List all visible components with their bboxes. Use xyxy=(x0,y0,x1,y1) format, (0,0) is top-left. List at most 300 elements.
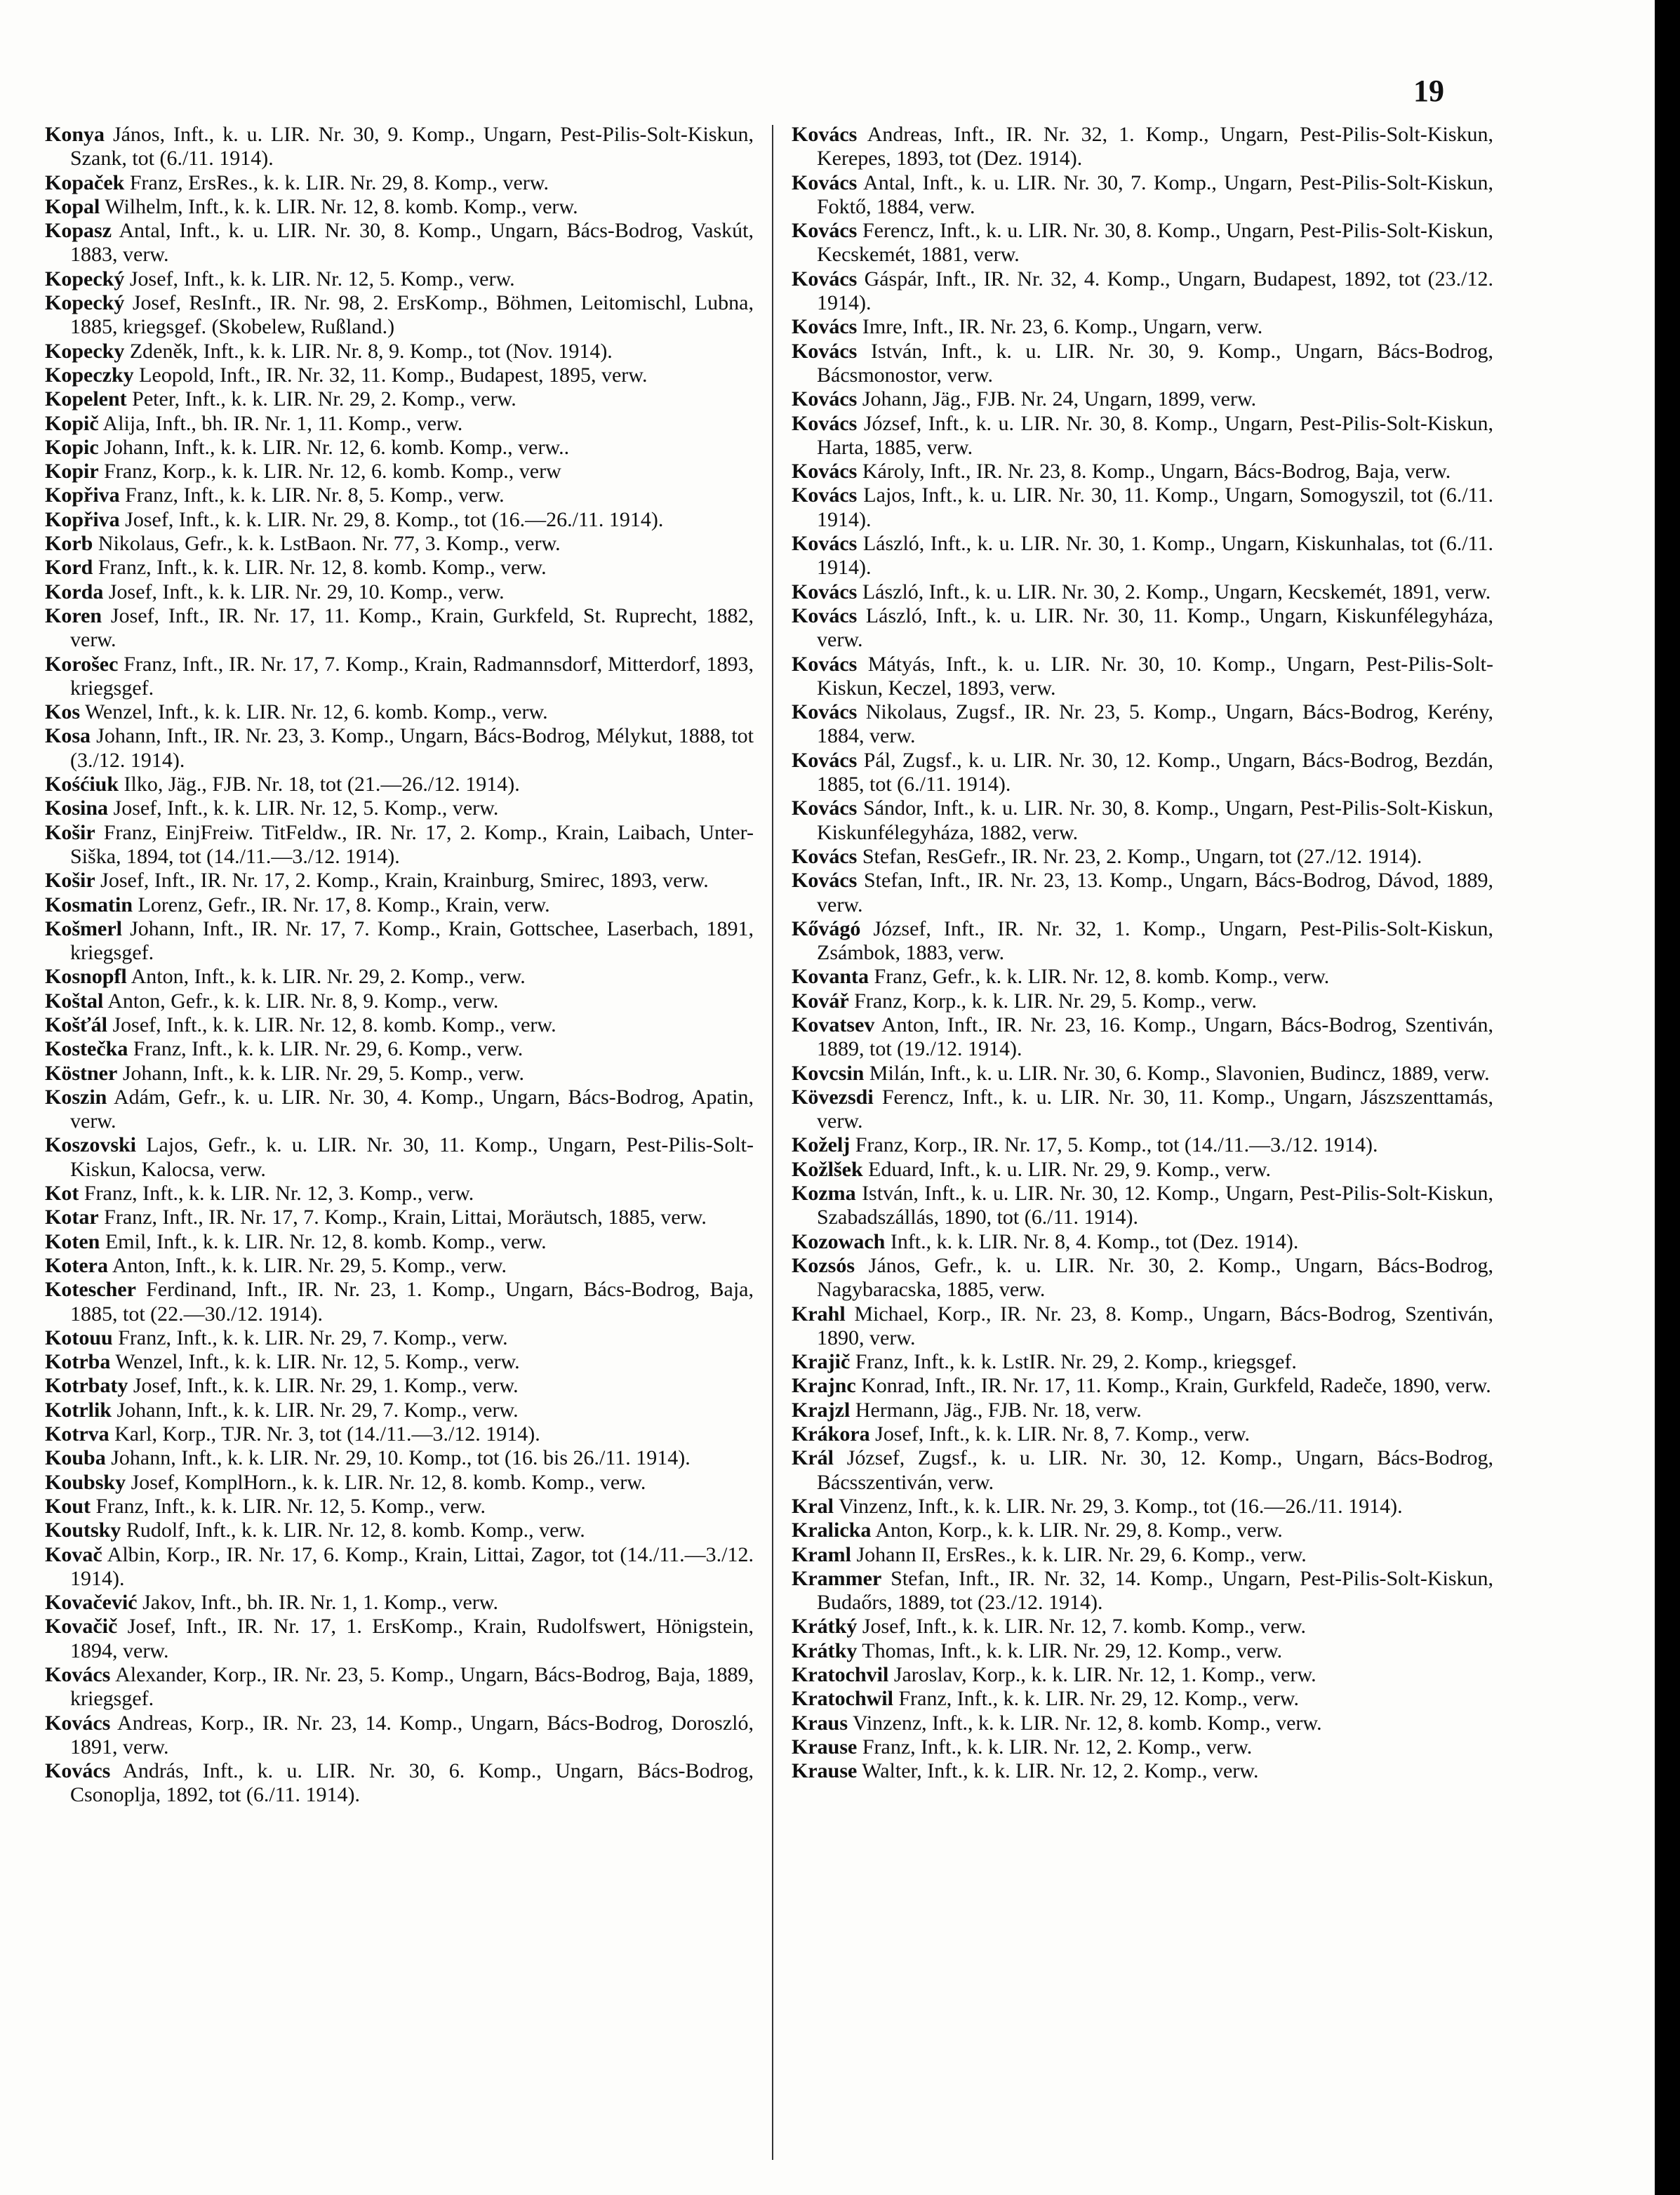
entry-details: Alexander, Korp., IR. Nr. 23, 5. Komp., Ungarn, Bács-Bodrog, Baja, 1889, kriegsgef. xyxy=(70,1663,754,1711)
entry-details: Josef, Inft., k. k. LIR. Nr. 12, 7. komb. Komp., verw. xyxy=(862,1615,1306,1639)
list-item xyxy=(45,1471,754,1495)
list-item xyxy=(792,1495,1493,1519)
entry-surname: Kozsós xyxy=(792,1253,855,1277)
list-item xyxy=(792,387,1493,411)
list-item xyxy=(45,869,754,893)
entry-details: Johann, Inft., k. k. LIR. Nr. 29, 7. Komp., verw. xyxy=(116,1398,519,1422)
entry-surname: Kratochvil xyxy=(792,1663,889,1686)
list-item xyxy=(45,965,754,989)
entry-details: Johann II, ErsRes., k. k. LIR. Nr. 29, 6. Komp., verw. xyxy=(856,1542,1307,1566)
entry-details: Nikolaus, Zugsf., IR. Nr. 23, 5. Komp., Ungarn, Bács-Bodrog, Kerény, 1884, verw. xyxy=(817,700,1493,748)
list-item xyxy=(792,965,1493,989)
entry-details: József, Inft., IR. Nr. 32, 1. Komp., Ungarn, Pest-Pilis-Solt-Kiskun, Zsámbok, 1883, verw. xyxy=(817,916,1493,965)
entry-surname: Kotouu xyxy=(45,1326,113,1349)
list-item xyxy=(792,1254,1493,1302)
entry-surname: Krahl xyxy=(792,1302,846,1326)
list-item xyxy=(792,869,1493,917)
entry-surname: Koštal xyxy=(45,989,104,1013)
list-item xyxy=(45,1013,754,1037)
entry-surname: Košťál xyxy=(45,1013,107,1036)
entry-details: János, Inft., k. u. LIR. Nr. 30, 9. Komp., Ungarn, Pest-Pilis-Solt-Kiskun, Szank, tot (6./11. 1914). xyxy=(70,123,754,171)
list-item xyxy=(792,1712,1493,1735)
list-item xyxy=(792,267,1493,316)
list-item xyxy=(792,123,1493,171)
entry-surname: Kosina xyxy=(45,796,109,820)
entry-surname: Kovács xyxy=(792,171,858,194)
entry-details: Mátyás, Inft., k. u. LIR. Nr. 30, 10. Komp., Ungarn, Pest-Pilis-Solt-Kiskun, Keczel, 1893, verw. xyxy=(817,652,1493,700)
list-item xyxy=(45,1615,754,1663)
entry-surname: Koszovski xyxy=(45,1133,137,1157)
entry-details: Josef, Inft., IR. Nr. 17, 11. Komp., Krain, Gurkfeld, St. Ruprecht, 1882, verw. xyxy=(70,603,754,652)
entry-surname: Kovcsin xyxy=(792,1061,865,1085)
list-item xyxy=(792,1158,1493,1182)
entry-surname: Krátky xyxy=(792,1639,858,1662)
list-item xyxy=(792,1062,1493,1086)
entry-surname: Kővágó xyxy=(792,916,861,940)
entry-surname: Kopasz xyxy=(45,219,112,243)
list-item xyxy=(45,340,754,363)
entry-surname: Krajnc xyxy=(792,1374,856,1398)
entry-details: Wenzel, Inft., k. k. LIR. Nr. 12, 5. Komp., verw. xyxy=(115,1350,520,1374)
list-item xyxy=(45,291,754,340)
entry-details: Thomas, Inft., k. k. LIR. Nr. 29, 12. Komp., verw. xyxy=(862,1639,1283,1662)
list-item xyxy=(45,363,754,387)
list-item xyxy=(45,1086,754,1134)
entry-details: Josef, KomplHorn., k. k. LIR. Nr. 12, 8. komb. Komp., verw. xyxy=(131,1470,646,1494)
entry-surname: Kopecky xyxy=(45,339,125,363)
entry-surname: Kovář xyxy=(792,989,849,1013)
entry-details: Wilhelm, Inft., k. k. LIR. Nr. 12, 8. komb. Komp., verw. xyxy=(105,194,578,218)
entry-surname: Kovács xyxy=(792,460,858,483)
entry-details: Lajos, Inft., k. u. LIR. Nr. 30, 11. Komp., Ungarn, Somogyszil, tot (6./11. 1914). xyxy=(817,483,1494,531)
entry-details: Antal, Inft., k. u. LIR. Nr. 30, 8. Komp., Ungarn, Bács-Bodrog, Vaskút, 1883, verw. xyxy=(70,219,754,267)
entry-surname: Kot xyxy=(45,1182,79,1206)
entry-details: László, Inft., k. u. LIR. Nr. 30, 1. Komp., Ungarn, Kiskunhalas, tot (6./11. 1914). xyxy=(817,532,1494,580)
list-item xyxy=(792,1663,1493,1687)
list-item xyxy=(792,1086,1493,1134)
list-item xyxy=(792,989,1493,1013)
list-item xyxy=(792,483,1493,532)
entry-details: Gáspár, Inft., IR. Nr. 32, 4. Komp., Ungarn, Budapest, 1892, tot (23./12. 1914). xyxy=(817,267,1493,315)
entry-details: József, Inft., k. u. LIR. Nr. 30, 8. Komp., Ungarn, Pest-Pilis-Solt-Kiskun, Harta, 1885, verw. xyxy=(817,411,1493,459)
list-item xyxy=(792,1759,1493,1783)
list-item xyxy=(45,1062,754,1086)
entry-surname: Kovács xyxy=(792,339,858,363)
list-item xyxy=(45,1182,754,1206)
entry-details: Inft., k. k. LIR. Nr. 8, 4. Komp., tot (Dez. 1914). xyxy=(890,1229,1299,1253)
entry-details: Michael, Korp., IR. Nr. 23, 8. Komp., Ungarn, Bács-Bodrog, Szentiván, 1890, verw. xyxy=(817,1302,1493,1349)
list-item xyxy=(792,1230,1493,1254)
entry-surname: Kosnopfl xyxy=(45,965,127,989)
entry-surname: Kos xyxy=(45,700,81,724)
page-number: 19 xyxy=(1413,74,1444,108)
right-column xyxy=(792,123,1493,1783)
entry-details: Johann, Inft., k. k. LIR. Nr. 12, 6. komb. Komp., verw.. xyxy=(104,435,570,459)
entry-details: Franz, Inft., k. k. LIR. Nr. 8, 5. Komp., verw. xyxy=(125,483,505,507)
entry-surname: Krátký xyxy=(792,1615,858,1639)
entry-details: Franz, Gefr., k. k. LIR. Nr. 12, 8. komb. Komp., verw. xyxy=(874,965,1330,989)
list-item xyxy=(45,267,754,291)
entry-surname: Kövezsdi xyxy=(792,1085,874,1109)
list-item xyxy=(792,1639,1493,1663)
list-item xyxy=(792,460,1493,483)
entry-surname: Kovács xyxy=(792,219,858,243)
entry-surname: Krause xyxy=(792,1735,858,1759)
entry-surname: Kovács xyxy=(792,580,858,603)
entry-surname: Kopelent xyxy=(45,387,127,411)
entry-surname: Kouba xyxy=(45,1446,106,1470)
entry-surname: Kostečka xyxy=(45,1037,128,1061)
list-item xyxy=(45,1446,754,1470)
entry-surname: Kožlšek xyxy=(792,1157,863,1181)
entry-details: Ferdinand, Inft., IR. Nr. 23, 1. Komp., Ungarn, Bács-Bodrog, Baja, 1885, tot (22.—30./12. 1914). xyxy=(70,1278,754,1326)
entry-surname: Kovatsev xyxy=(792,1013,875,1036)
entry-surname: Kopřiva xyxy=(45,483,120,507)
list-item xyxy=(792,749,1493,797)
list-item xyxy=(45,1037,754,1061)
entry-surname: Krákora xyxy=(792,1422,870,1446)
list-item xyxy=(45,989,754,1013)
entry-surname: Kovács xyxy=(792,796,858,820)
entry-surname: Kopeczky xyxy=(45,363,134,387)
list-item xyxy=(45,653,754,701)
entry-surname: Koszin xyxy=(45,1085,107,1109)
entry-details: Anton, Inft., k. k. LIR. Nr. 29, 5. Komp., verw. xyxy=(112,1253,507,1277)
list-item xyxy=(792,1615,1493,1639)
entry-surname: Krause xyxy=(792,1759,858,1783)
list-item xyxy=(45,1350,754,1374)
list-item xyxy=(45,508,754,532)
entry-details: Lorenz, Gefr., IR. Nr. 17, 8. Komp., Krain, verw. xyxy=(138,893,550,916)
entry-details: Josef, Inft., k. k. LIR. Nr. 29, 10. Komp., verw. xyxy=(108,580,505,603)
entry-details: Josef, Inft., k. k. LIR. Nr. 12, 8. komb. Komp., verw. xyxy=(112,1013,556,1036)
entry-details: István, Inft., k. u. LIR. Nr. 30, 12. Komp., Ungarn, Pest-Pilis-Solt-Kiskun, Szabadszállás, 1890, tot (6./11. 1914). xyxy=(817,1182,1493,1229)
entry-surname: Kovács xyxy=(45,1663,111,1686)
entry-details: Ferencz, Inft., k. u. LIR. Nr. 30, 11. Komp., Ungarn, Jászszenttamás, verw. xyxy=(817,1085,1494,1133)
list-item xyxy=(45,171,754,195)
entry-details: Josef, Inft., k. k. LIR. Nr. 29, 1. Komp., verw. xyxy=(133,1374,519,1398)
list-item xyxy=(45,556,754,580)
entry-details: Johann, Jäg., FJB. Nr. 24, Ungarn, 1899, verw. xyxy=(862,387,1257,411)
entry-surname: Koren xyxy=(45,603,102,627)
list-item xyxy=(792,1374,1493,1398)
entry-surname: Kovács xyxy=(45,1711,111,1735)
entry-surname: Kośćiuk xyxy=(45,773,119,796)
entry-details: Eduard, Inft., k. u. LIR. Nr. 29, 9. Komp., verw. xyxy=(868,1157,1271,1181)
entry-details: Imre, Inft., IR. Nr. 23, 6. Komp., Ungarn, verw. xyxy=(862,315,1263,339)
list-item xyxy=(792,845,1493,869)
entry-surname: Kotar xyxy=(45,1206,99,1229)
entry-surname: Kotrba xyxy=(45,1350,111,1374)
entry-details: József, Zugsf., k. u. LIR. Nr. 30, 12. Komp., Ungarn, Bács-Bodrog, Bácsszentiván, verw. xyxy=(817,1446,1494,1494)
entry-surname: Kotescher xyxy=(45,1278,136,1302)
entry-details: Anton, Inft., IR. Nr. 23, 16. Komp., Ungarn, Bács-Bodrog, Szentiván, 1889, tot (19./12. 1914). xyxy=(817,1013,1493,1061)
entry-surname: Köstner xyxy=(45,1061,118,1085)
entry-details: László, Inft., k. u. LIR. Nr. 30, 2. Komp., Ungarn, Kecskemét, 1891, verw. xyxy=(862,580,1491,603)
list-item xyxy=(45,1712,754,1760)
entry-details: Leopold, Inft., IR. Nr. 32, 11. Komp., Budapest, 1895, verw. xyxy=(139,363,648,387)
entry-details: Andreas, Inft., IR. Nr. 32, 1. Komp., Ungarn, Pest-Pilis-Solt-Kiskun, Kerepes, 1893, tot (Dez. 1914). xyxy=(817,123,1493,171)
entry-details: Hermann, Jäg., FJB. Nr. 18, verw. xyxy=(855,1398,1142,1422)
list-item xyxy=(792,1687,1493,1711)
entry-surname: Koubsky xyxy=(45,1470,126,1494)
list-item xyxy=(792,1543,1493,1567)
list-item xyxy=(45,1422,754,1446)
entry-details: Johann, Inft., IR. Nr. 17, 7. Komp., Krain, Gottschee, Laserbach, 1891, kriegsgef. xyxy=(70,916,754,965)
list-item xyxy=(45,604,754,653)
entry-surname: Kratochwil xyxy=(792,1687,893,1711)
list-item xyxy=(45,532,754,556)
list-item xyxy=(792,1182,1493,1230)
entry-surname: Kovács xyxy=(792,123,858,146)
entry-surname: Kovács xyxy=(792,603,858,627)
entry-surname: Král xyxy=(792,1446,834,1470)
entry-details: Josef, Inft., k. k. LIR. Nr. 12, 5. Komp., verw. xyxy=(113,796,499,820)
entry-details: Andreas, Korp., IR. Nr. 23, 14. Komp., Ungarn, Bács-Bodrog, Doroszló, 1891, verw. xyxy=(70,1711,754,1759)
list-item xyxy=(45,1591,754,1615)
list-item xyxy=(792,171,1493,220)
entry-surname: Kopič xyxy=(45,411,99,435)
entry-details: Franz, Inft., k. k. LIR. Nr. 29, 7. Komp., verw. xyxy=(118,1326,508,1349)
entry-surname: Kopic xyxy=(45,435,99,459)
entry-details: Franz, Korp., k. k. LIR. Nr. 29, 5. Komp., verw. xyxy=(854,989,1257,1013)
entry-surname: Kout xyxy=(45,1494,91,1518)
entry-surname: Korošec xyxy=(45,652,119,676)
list-item xyxy=(792,1133,1493,1157)
list-item xyxy=(792,412,1493,460)
entry-details: Josef, Inft., k. k. LIR. Nr. 8, 7. Komp., verw. xyxy=(875,1422,1250,1446)
list-item xyxy=(45,796,754,820)
entry-details: Franz, Inft., k. k. LIR. Nr. 29, 6. Komp., verw. xyxy=(133,1037,524,1061)
entry-details: Anton, Korp., k. k. LIR. Nr. 29, 8. Komp., verw. xyxy=(875,1519,1283,1542)
entry-surname: Kral xyxy=(792,1494,834,1518)
list-item xyxy=(45,1495,754,1519)
entry-details: István, Inft., k. u. LIR. Nr. 30, 9. Komp., Ungarn, Bács-Bodrog, Bácsmonostor, verw. xyxy=(817,339,1494,387)
list-item xyxy=(45,893,754,917)
entry-surname: Kosa xyxy=(45,724,91,748)
entry-surname: Kovács xyxy=(792,748,858,772)
list-item xyxy=(45,387,754,411)
entry-details: Franz, Inft., k. k. LIR. Nr. 12, 8. komb. Komp., verw. xyxy=(98,556,547,580)
list-item xyxy=(45,195,754,219)
entry-details: Jaroslav, Korp., k. k. LIR. Nr. 12, 1. Komp., verw. xyxy=(893,1663,1316,1686)
list-item xyxy=(792,315,1493,339)
entry-details: Johann, Inft., IR. Nr. 23, 3. Komp., Ungarn, Bács-Bodrog, Mélykut, 1888, tot (3./12. 1914). xyxy=(70,724,754,772)
entry-details: András, Inft., k. u. LIR. Nr. 30, 6. Komp., Ungarn, Bács-Bodrog, Csonoplja, 1892, tot (6./11. 1914). xyxy=(70,1759,754,1807)
entry-surname: Kopecký xyxy=(45,291,125,315)
entry-details: Adám, Gefr., k. u. LIR. Nr. 30, 4. Komp., Ungarn, Bács-Bodrog, Apatin, verw. xyxy=(70,1085,754,1133)
entry-surname: Konya xyxy=(45,123,105,146)
entry-surname: Koželj xyxy=(792,1133,851,1157)
entry-surname: Kozma xyxy=(792,1182,856,1206)
entry-details: Sándor, Inft., k. u. LIR. Nr. 30, 8. Komp., Ungarn, Pest-Pilis-Solt-Kiskun, Kiskunfélegyháza, 1882, verw. xyxy=(817,796,1493,844)
list-item xyxy=(45,1374,754,1398)
list-item xyxy=(45,700,754,724)
list-item xyxy=(792,604,1493,653)
list-item xyxy=(792,1399,1493,1422)
entry-surname: Kotrbaty xyxy=(45,1374,128,1398)
list-item xyxy=(792,917,1493,966)
list-item xyxy=(45,917,754,966)
entry-details: Károly, Inft., IR. Nr. 23, 8. Komp., Ungarn, Bács-Bodrog, Baja, verw. xyxy=(862,460,1451,483)
entry-details: Stefan, Inft., IR. Nr. 32, 14. Komp., Ungarn, Pest-Pilis-Solt-Kiskun, Budaőrs, 1889, tot (23./12. 1914). xyxy=(817,1566,1493,1615)
list-item xyxy=(45,1278,754,1326)
entry-details: Anton, Inft., k. k. LIR. Nr. 29, 2. Komp., verw. xyxy=(131,965,526,989)
entry-details: Franz, ErsRes., k. k. LIR. Nr. 29, 8. Komp., verw. xyxy=(129,171,549,194)
entry-surname: Košmerl xyxy=(45,916,122,940)
entry-details: Konrad, Inft., IR. Nr. 17, 11. Komp., Krain, Gurkfeld, Radeče, 1890, verw. xyxy=(861,1374,1491,1398)
entry-details: Ferencz, Inft., k. u. LIR. Nr. 30, 8. Komp., Ungarn, Pest-Pilis-Solt-Kiskun, Kecskemét, 1881, verw. xyxy=(817,219,1494,267)
list-item xyxy=(45,1254,754,1278)
entry-surname: Kopal xyxy=(45,194,100,218)
entry-details: Zdeněk, Inft., k. k. LIR. Nr. 8, 9. Komp., tot (Nov. 1914). xyxy=(129,339,613,363)
list-item xyxy=(45,123,754,171)
entry-details: Josef, ResInft., IR. Nr. 98, 2. ErsKomp., Böhmen, Leitomischl, Lubna, 1885, kriegsgef. (Skobelew, Rußland.) xyxy=(70,291,754,339)
entry-surname: Košir xyxy=(45,869,95,893)
entry-details: Josef, Inft., IR. Nr. 17, 2. Komp., Krain, Krainburg, Smirec, 1893, verw. xyxy=(100,869,709,893)
entry-surname: Kraml xyxy=(792,1542,851,1566)
entry-details: Franz, EinjFreiw. TitFeldw., IR. Nr. 17, 2. Komp., Krain, Laibach, Unter-Siška, 1894, tot (14./11.—3./12. 1914). xyxy=(70,820,754,868)
entry-details: Emil, Inft., k. k. LIR. Nr. 12, 8. komb. Komp., verw. xyxy=(105,1229,547,1253)
entry-details: Nikolaus, Gefr., k. k. LstBaon. Nr. 77, 3. Komp., verw. xyxy=(98,532,561,556)
entry-details: Josef, Inft., k. k. LIR. Nr. 12, 5. Komp., verw. xyxy=(129,267,515,291)
entry-details: Wenzel, Inft., k. k. LIR. Nr. 12, 6. komb. Komp., verw. xyxy=(84,700,548,724)
entry-details: Peter, Inft., k. k. LIR. Nr. 29, 2. Komp., verw. xyxy=(132,387,516,411)
entry-surname: Korb xyxy=(45,532,93,556)
list-item xyxy=(792,1446,1493,1495)
list-item xyxy=(45,412,754,436)
column-divider xyxy=(772,125,773,2160)
entry-surname: Koutsky xyxy=(45,1519,121,1542)
list-item xyxy=(792,700,1493,749)
list-item xyxy=(792,1519,1493,1542)
list-item xyxy=(45,460,754,483)
list-item xyxy=(45,1543,754,1592)
entry-details: Franz, Inft., IR. Nr. 17, 7. Komp., Krain, Radmannsdorf, Mitterdorf, 1893, kriegsgef. xyxy=(70,652,754,700)
entry-details: Stefan, Inft., IR. Nr. 23, 13. Komp., Ungarn, Bács-Bodrog, Dávod, 1889, verw. xyxy=(817,869,1494,916)
entry-surname: Kovács xyxy=(792,532,858,556)
entry-surname: Kovács xyxy=(792,387,858,411)
list-item xyxy=(45,219,754,267)
entry-details: Pál, Zugsf., k. u. LIR. Nr. 30, 12. Komp., Ungarn, Bács-Bodrog, Bezdán, 1885, tot (6./11. 1914). xyxy=(817,748,1494,796)
entry-details: Franz, Inft., k. k. LIR. Nr. 29, 12. Komp., verw. xyxy=(898,1687,1299,1711)
list-item xyxy=(45,1133,754,1182)
list-item xyxy=(792,1013,1493,1062)
entry-surname: Kozowach xyxy=(792,1229,886,1253)
list-item xyxy=(45,1206,754,1229)
list-item xyxy=(45,580,754,604)
entry-surname: Krajič xyxy=(792,1350,851,1374)
entry-surname: Koten xyxy=(45,1229,100,1253)
list-item xyxy=(792,796,1493,845)
entry-surname: Košir xyxy=(45,820,95,844)
entry-details: Franz, Inft., IR. Nr. 17, 7. Komp., Krain, Littai, Moräutsch, 1885, verw. xyxy=(104,1206,707,1229)
list-item xyxy=(792,219,1493,267)
list-item xyxy=(792,1735,1493,1759)
entry-surname: Kovács xyxy=(792,700,858,724)
list-item xyxy=(45,1759,754,1808)
list-item xyxy=(792,532,1493,580)
list-item xyxy=(45,483,754,507)
entry-surname: Kotera xyxy=(45,1253,108,1277)
list-item xyxy=(792,1302,1493,1351)
entry-details: János, Gefr., k. u. LIR. Nr. 30, 2. Komp., Ungarn, Bács-Bodrog, Nagybaracska, 1885, verw. xyxy=(817,1253,1494,1302)
entry-surname: Kopecký xyxy=(45,267,125,291)
entry-surname: Kopir xyxy=(45,460,99,483)
entry-surname: Kovács xyxy=(792,483,858,507)
entry-details: Josef, Inft., IR. Nr. 17, 1. ErsKomp., Krain, Rudolfswert, Hönigstein, 1894, verw. xyxy=(70,1615,754,1662)
list-item xyxy=(45,773,754,796)
list-item xyxy=(792,1422,1493,1446)
entry-surname: Kovačević xyxy=(45,1591,138,1615)
entry-details: Franz, Korp., k. k. LIR. Nr. 12, 6. komb. Komp., verw xyxy=(104,460,561,483)
entry-surname: Korda xyxy=(45,580,104,603)
entry-surname: Kovács xyxy=(45,1759,111,1783)
entry-details: Josef, Inft., k. k. LIR. Nr. 29, 8. Komp., tot (16.—26./11. 1914). xyxy=(125,507,664,531)
list-item xyxy=(45,821,754,869)
entry-surname: Kovács xyxy=(792,869,858,893)
entry-surname: Kovač xyxy=(45,1542,102,1566)
entry-details: Franz, Inft., k. k. LIR. Nr. 12, 3. Komp., verw. xyxy=(84,1182,474,1206)
entry-details: Walter, Inft., k. k. LIR. Nr. 12, 2. Komp., verw. xyxy=(862,1759,1259,1783)
entry-surname: Kovács xyxy=(792,411,858,435)
entry-details: Milán, Inft., k. u. LIR. Nr. 30, 6. Komp., Slavonien, Budincz, 1889, verw. xyxy=(869,1061,1490,1085)
entry-surname: Krammer xyxy=(792,1566,882,1590)
entry-details: Jakov, Inft., bh. IR. Nr. 1, 1. Komp., verw. xyxy=(142,1591,499,1615)
entry-details: Stefan, ResGefr., IR. Nr. 23, 2. Komp., Ungarn, tot (27./12. 1914). xyxy=(862,844,1422,868)
entry-surname: Kovács xyxy=(792,844,858,868)
entry-details: Ilko, Jäg., FJB. Nr. 18, tot (21.—26./12. 1914). xyxy=(124,773,520,796)
entry-details: Franz, Korp., IR. Nr. 17, 5. Komp., tot (14./11.—3./12. 1914). xyxy=(855,1133,1378,1157)
entry-details: Franz, Inft., k. k. LIR. Nr. 12, 2. Komp., verw. xyxy=(862,1735,1253,1759)
entry-surname: Kovács xyxy=(792,315,858,339)
left-column xyxy=(45,123,754,1808)
list-item xyxy=(45,1519,754,1542)
entry-details: Johann, Inft., k. k. LIR. Nr. 29, 5. Komp., verw. xyxy=(122,1061,524,1085)
entry-details: Vinzenz, Inft., k. k. LIR. Nr. 29, 3. Komp., tot (16.—26./11. 1914). xyxy=(838,1494,1403,1518)
entry-surname: Kraus xyxy=(792,1711,848,1735)
list-item xyxy=(792,340,1493,388)
entry-details: László, Inft., k. u. LIR. Nr. 30, 11. Komp., Ungarn, Kiskunfélegyháza, verw. xyxy=(817,603,1493,652)
entry-surname: Kopřiva xyxy=(45,507,120,531)
list-item xyxy=(792,1350,1493,1374)
list-item xyxy=(45,1230,754,1254)
list-item xyxy=(792,1567,1493,1615)
entry-surname: Kosmatin xyxy=(45,893,133,916)
entry-surname: Kopaček xyxy=(45,171,125,194)
entry-details: Johann, Inft., k. k. LIR. Nr. 29, 10. Komp., tot (16. bis 26./11. 1914). xyxy=(111,1446,691,1470)
entry-details: Lajos, Gefr., k. u. LIR. Nr. 30, 11. Komp., Ungarn, Pest-Pilis-Solt-Kiskun, Kalocsa, verw. xyxy=(70,1133,754,1181)
list-item xyxy=(792,653,1493,701)
list-item xyxy=(45,1326,754,1350)
entry-details: Anton, Gefr., k. k. LIR. Nr. 8, 9. Komp., verw. xyxy=(107,989,499,1013)
entry-details: Albin, Korp., IR. Nr. 17, 6. Komp., Krain, Littai, Zagor, tot (14./11.—3./12. 1914). xyxy=(70,1542,754,1590)
list-item xyxy=(45,724,754,773)
entry-surname: Kovács xyxy=(792,652,858,676)
entry-details: Karl, Korp., TJR. Nr. 3, tot (14./11.—3./12. 1914). xyxy=(114,1422,540,1446)
entry-details: Franz, Inft., k. k. LIR. Nr. 12, 5. Komp., verw. xyxy=(95,1494,486,1518)
entry-surname: Kovács xyxy=(792,267,858,291)
entry-surname: Kralicka xyxy=(792,1519,872,1542)
list-item xyxy=(45,1663,754,1712)
entry-surname: Kotrlik xyxy=(45,1398,112,1422)
entry-surname: Krajzl xyxy=(792,1398,851,1422)
list-item xyxy=(45,1399,754,1422)
list-item xyxy=(792,580,1493,604)
entry-surname: Kotrva xyxy=(45,1422,109,1446)
entry-details: Vinzenz, Inft., k. k. LIR. Nr. 12, 8. komb. Komp., verw. xyxy=(852,1711,1322,1735)
entry-details: Franz, Inft., k. k. LstIR. Nr. 29, 2. Komp., kriegsgef. xyxy=(855,1350,1297,1374)
